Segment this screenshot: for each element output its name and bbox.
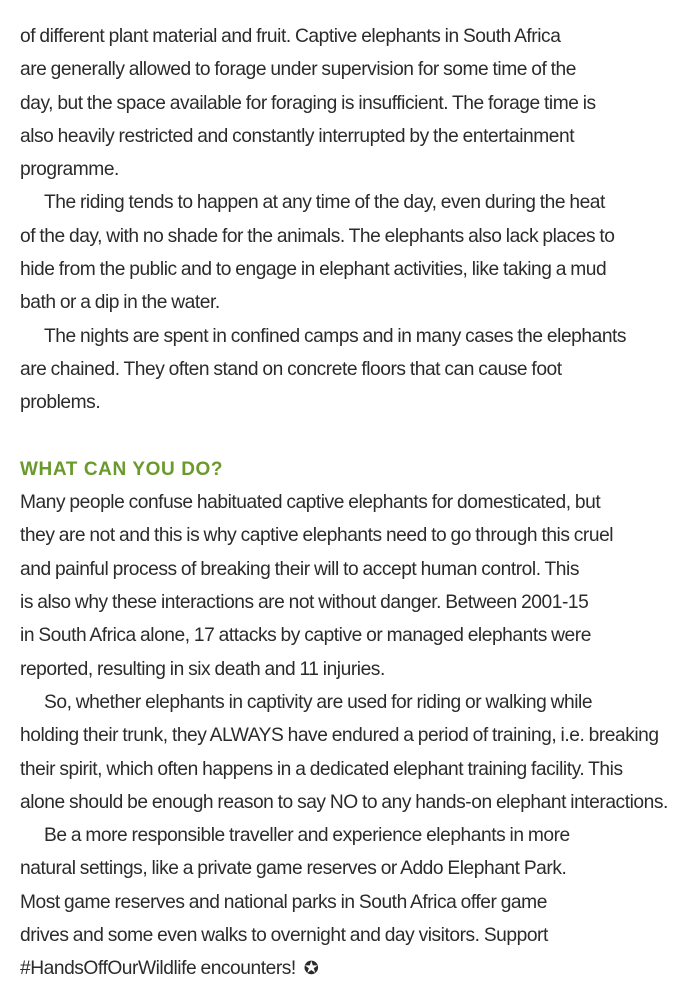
text-line: natural settings, like a private game reserves or Addo Elephant Park.: [20, 858, 567, 880]
text-line: So, whether elephants in captivity are used for riding or walking while: [44, 691, 593, 713]
paragraph-responsible-traveller: [20, 819, 682, 985]
text-line: drives and some even walks to overnight and day visitors. Support: [20, 925, 548, 947]
text-line: and painful process of breaking their will to accept human control. This: [20, 558, 579, 580]
text-line: Be a more responsible traveller and experience elephants in more: [44, 825, 570, 847]
paragraph-riding: [20, 186, 682, 319]
text-line: in South Africa alone, 17 attacks by captive or managed elephants were: [20, 625, 591, 647]
text-line: bath or a dip in the water.: [20, 292, 220, 314]
text-line: is also why these interactions are not without danger. Between 2001-15: [20, 592, 589, 614]
text-line: Most game reserves and national parks in South Africa offer game: [20, 891, 547, 913]
text-line: they are not and this is why captive elephants need to go through this cruel: [20, 525, 614, 547]
text-line: also heavily restricted and constantly interrupted by the entertainment: [20, 125, 575, 147]
section-gap: [20, 420, 682, 453]
text-line: Many people confuse habituated captive elephants for domesticated, but: [20, 492, 601, 514]
document-page: [20, 20, 682, 986]
paragraph-training: [20, 686, 682, 819]
text-line: day, but the space available for foraging is insufficient. The forage time is: [20, 92, 596, 114]
text-line: The nights are spent in confined camps and in many cases the elephants: [44, 325, 627, 347]
text-line: are generally allowed to forage under supervision for some time of the: [20, 59, 576, 81]
text-line: of different plant material and fruit. Captive elephants in South Africa: [20, 26, 561, 47]
flower-icon: ✪: [303, 958, 319, 979]
text-line: are chained. They often stand on concrete floors that can cause foot: [20, 358, 562, 380]
paragraph-habituated: [20, 486, 682, 686]
section-heading: WHAT CAN YOU DO?: [20, 458, 224, 480]
text-line: of the day, with no shade for the animals. The elephants also lack places to: [20, 225, 615, 247]
paragraph-nights: [20, 320, 682, 420]
text-line: reported, resulting in six death and 11 injuries.: [20, 658, 385, 680]
hashtag-text: #HandsOffOurWildlife encounters!: [20, 958, 296, 980]
text-line: their spirit, which often happens in a dedicated elephant training facility. This: [20, 758, 623, 780]
text-line: hide from the public and to engage in elephant activities, like taking a mud: [20, 259, 607, 281]
text-line: alone should be enough reason to say NO to any hands-on elephant interactions.: [20, 791, 668, 813]
text-line: holding their trunk, they ALWAYS have endured a period of training, i.e. breaking: [20, 725, 659, 747]
text-line: problems.: [20, 392, 101, 414]
text-line-final: [20, 952, 682, 985]
text-line: The riding tends to happen at any time of the day, even during the heat: [44, 192, 605, 214]
paragraph-foraging: [20, 20, 682, 186]
text-line: programme.: [20, 159, 119, 181]
